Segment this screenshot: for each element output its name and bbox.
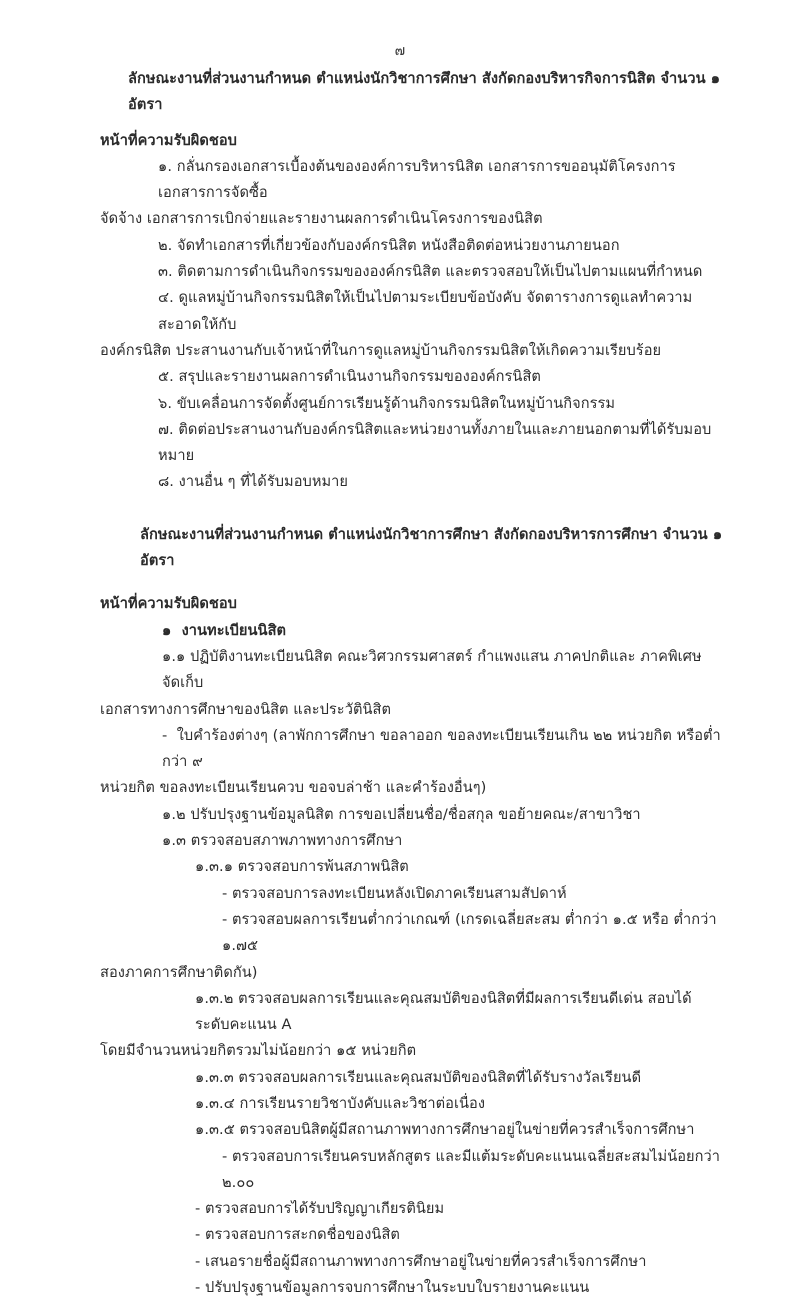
section-2-item-1-3-5-dash-3: - ตรวจสอบการสะกดชื่อของนิสิต	[195, 1226, 400, 1244]
section-2-dash-item-1-line-1: - ใบคำร้องต่างๆ (ลาพักการศึกษา ขอลาออก ขอลงทะเบียนเรียนเกิน ๒๒ หน่วยกิต หรือต่ำกว่า ๙	[162, 726, 721, 771]
spacer	[100, 496, 724, 522]
section-1-item-1-line-1: ๑. กลั่นกรองเอกสารเบื้องต้นขององค์การบริหารนิสิต เอกสารการขออนุมัติโครงการ เอกสารการจัดซื้อ	[158, 157, 681, 202]
section-2-item-1-3: ๑.๓ ตรวจสอบสภาพภาพทางการศึกษา	[162, 832, 403, 850]
section-2-item-1-3-5-dash-4: - เสนอรายชื่อผู้มีสถานภาพทางการศึกษาอยู่ในข่ายที่ควรสำเร็จการศึกษา	[195, 1252, 647, 1270]
section-1-item-5: ๕. สรุปและรายงานผลการดำเนินงานกิจกรรมขององค์กรนิสิต	[158, 368, 541, 386]
spacer	[100, 119, 724, 128]
section-2-group-heading: ๑ งานทะเบียนนิสิต	[162, 621, 287, 639]
section-2-item-1-1-line-1: ๑.๑ ปฏิบัติงานทะเบียนนิสิต คณะวิศวกรรมศาสตร์ กำแพงแสน ภาคปกติและ ภาคพิเศษ จัดเก็บ	[162, 647, 707, 692]
section-2-item-1-3-2-line-2: โดยมีจำนวนหน่วยกิตรวมไม่น้อยกว่า ๑๕ หน่วยกิต	[100, 1042, 417, 1060]
section-1-item-2: ๒. จัดทำเอกสารที่เกี่ยวข้องกับองค์กรนิสิต หนังสือติดต่อหน่วยงานภายนอก	[158, 236, 620, 254]
section-2-item-1-3-1: ๑.๓.๑ ตรวจสอบการพ้นสภาพนิสิต	[195, 858, 409, 876]
section-2-item-1-1-line-2: เอกสารทางการศึกษาของนิสิต และประวัตินิสิต	[100, 700, 391, 718]
section-2-dash-item-1-line-2: หน่วยกิต ขอลงทะเบียนเรียนควบ ขอจบล่าช้า และคำร้องอื่นๆ)	[100, 779, 487, 797]
section-1-item-4-line-1: ๔. ดูแลหมู่บ้านกิจกรรมนิสิตให้เป็นไปตามระเบียบข้อบังคับ จัดตารางการดูแลทำความสะอาดให้กับ	[158, 289, 693, 333]
section-2-item-1-3-2-line-1: ๑.๓.๒ ตรวจสอบผลการเรียนและคุณสมบัติของนิสิตที่มีผลการเรียนดีเด่น สอบได้ระดับคะแนน A	[195, 989, 692, 1034]
section-2-item-1-3-5: ๑.๓.๕ ตรวจสอบนิสิตผู้มีสถานภาพทางการศึกษาอยู่ในข่ายที่ควรสำเร็จการศึกษา	[195, 1121, 695, 1139]
section-2-item-1-3-5-dash-2: - ตรวจสอบการได้รับปริญญาเกียรตินิยม	[195, 1200, 445, 1218]
section-2-item-1-3-4: ๑.๓.๔ การเรียนรายวิชาบังคับและวิชาต่อเนื่อง	[195, 1094, 486, 1112]
section-1-item-7: ๗. ติดต่อประสานงานกับองค์กรนิสิตและหน่วยงานทั้งภายในและภายนอกตามที่ได้รับมอบหมาย	[158, 420, 712, 465]
section-2-item-1-3-5-dash-1: - ตรวจสอบการเรียนครบหลักสูตร และมีแต้มระดับคะแนนเฉลี่ยสะสมไม่น้อยกว่า ๒.๐๐	[222, 1147, 725, 1191]
section-2-item-1-3-5-dash-5: - ปรับปรุงฐานข้อมูลการจบการศึกษาในระบบใบรายงานคะแนน	[195, 1279, 590, 1297]
spacer	[100, 574, 724, 591]
section-2-item-1-3-1-dash-2-line-1: - ตรวจสอบผลการเรียนต่ำกว่าเกณฑ์ (เกรดเฉลี่ยสะสม ต่ำกว่า ๑.๕ หรือ ต่ำกว่า ๑.๗๕	[222, 910, 722, 955]
section-2-item-1-3-3: ๑.๓.๓ ตรวจสอบผลการเรียนและคุณสมบัติของนิสิตที่ได้รับรางวัลเรียนดี	[195, 1068, 642, 1086]
section-1-heading: ลักษณะงานที่ส่วนงานกำหนด ตำแหน่งนักวิชาการศึกษา สังกัดกองบริหารกิจการนิสิต จำนวน ๑ อัตรา	[128, 70, 726, 114]
section-1-item-6: ๖. ขับเคลื่อนการจัดตั้งศูนย์การเรียนรู้ด้านกิจกรรมนิสิตในหมู่บ้านกิจกรรม	[158, 394, 616, 412]
section-1-subheading: หน้าที่ความรับผิดชอบ	[100, 131, 237, 149]
section-1-item-8: ๘. งานอื่น ๆ ที่ได้รับมอบหมาย	[158, 473, 349, 491]
section-2-item-1-2: ๑.๒ ปรับปรุงฐานข้อมูลนิสิต การขอเปลี่ยนชื่อ/ชื่อสกุล ขอย้ายคณะ/สาขาวิชา	[162, 805, 641, 823]
section-2-item-1-3-1-dash-1: - ตรวจสอบการลงทะเบียนหลังเปิดภาคเรียนสามสัปดาห์	[222, 884, 567, 902]
document-body	[100, 66, 728, 1301]
section-2-item-1-3-1-dash-2-line-2: สองภาคการศึกษาติดกัน)	[100, 963, 258, 981]
section-1-item-1-line-2: จัดจ้าง เอกสารการเบิกจ่ายและรายงานผลการดำเนินโครงการของนิสิต	[100, 210, 543, 228]
section-2-heading: ลักษณะงานที่ส่วนงานกำหนด ตำแหน่งนักวิชาการศึกษา สังกัดกองบริหารการศึกษา จำนวน ๑ อัตรา	[140, 525, 728, 570]
section-2-subheading: หน้าที่ความรับผิดชอบ	[100, 595, 237, 613]
section-1-item-3: ๓. ติดตามการดำเนินกิจกรรมขององค์กรนิสิต และตรวจสอบให้เป็นไปตามแผนที่กำหนด	[158, 263, 703, 281]
page-number: ๗	[394, 43, 406, 59]
section-1-item-4-line-2: องค์กรนิสิต ประสานงานกับเจ้าหน้าที่ในการดูแลหมู่บ้านกิจกรรมนิสิตให้เกิดความเรียบร้อย	[100, 341, 662, 359]
